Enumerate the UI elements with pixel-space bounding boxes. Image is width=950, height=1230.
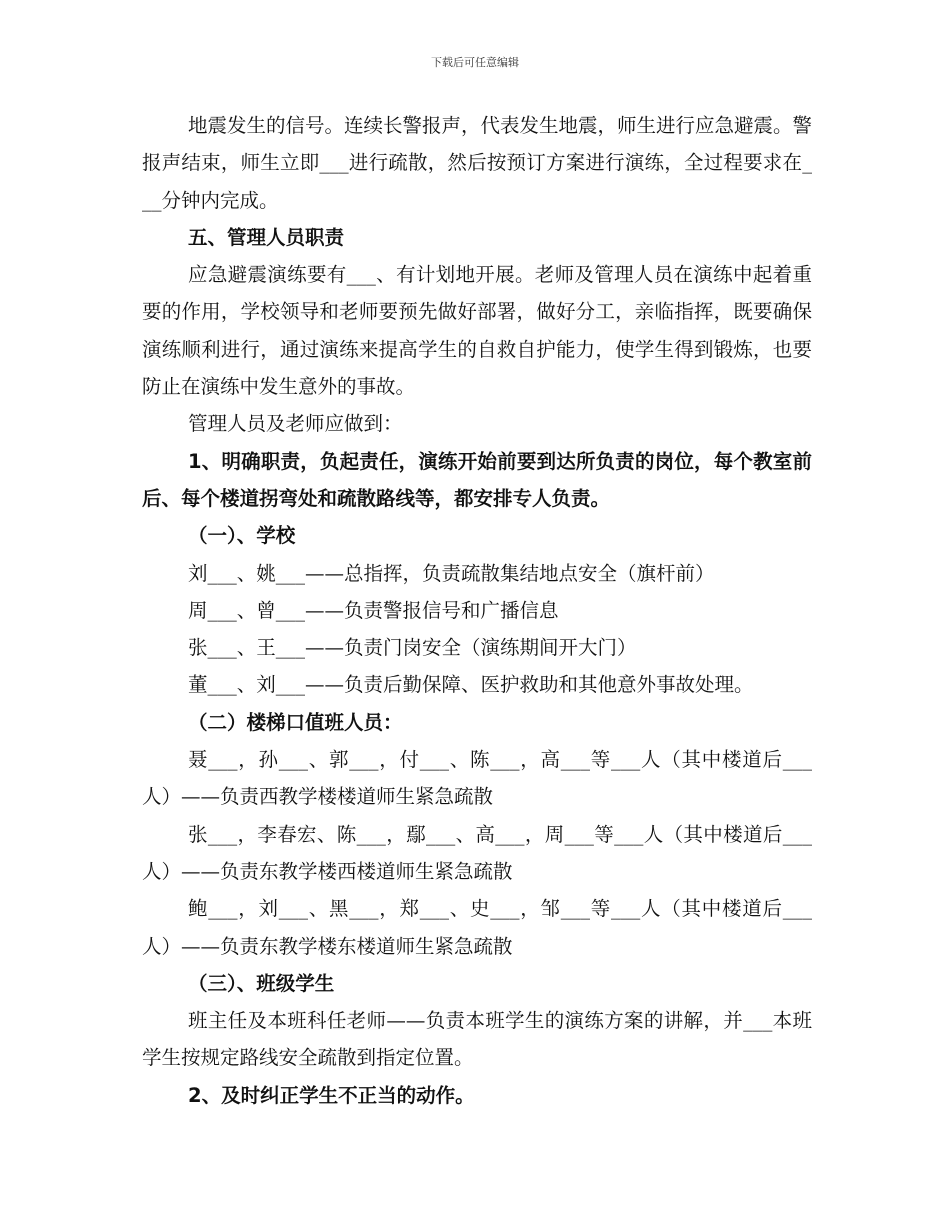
document-body xyxy=(142,107,812,1114)
duty-line-alarm: 周___、曾___——负责警报信号和广播信息 xyxy=(188,598,559,622)
subheading-class-students: （三）、班级学生 xyxy=(188,971,335,995)
duty-line-logistics: 董___、刘___——负责后勤保障、医护救助和其他意外事故处理。 xyxy=(188,673,754,697)
subheading-school: （一）、学校 xyxy=(188,524,296,548)
stairwell-west-building: 聂___，孙___、郭___，付___、陈___，高___等___人（其中楼道后___人）——负责西教学楼楼道师生紧急疏散 xyxy=(142,748,812,809)
paragraph-staff-should: 管理人员及老师应做到： xyxy=(188,412,403,436)
duty-line-gate: 张___、王___——负责门岗安全（演练期间开大门） xyxy=(188,636,637,660)
stairwell-east-building-west: 张___，李春宏、陈___，鄢___、高___，周___等___人（其中楼道后___人）——负责东教学楼西楼道师生紧急疏散 xyxy=(142,822,812,883)
section-heading-management-duties: 五、管理人员职责 xyxy=(188,225,345,249)
paragraph-earthquake-signal: 地震发生的信号。连续长警报声，代表发生地震，师生进行应急避震。警报声结束，师生立即___进行疏散，然后按预订方案进行演练，全过程要求在___分钟内完成。 xyxy=(142,114,813,212)
item-2-correct-actions: 2、及时纠正学生不正当的动作。 xyxy=(188,1083,475,1107)
item-1-clear-duties: 1、明确职责，负起责任，演练开始前要到达所负责的岗位，每个教室前后、每个楼道拐弯处和疏散路线等，都安排专人负责。 xyxy=(142,449,812,510)
duty-line-commander: 刘___、姚___——总指挥，负责疏散集结地点安全（旗杆前） xyxy=(188,561,715,585)
paragraph-class-teachers: 班主任及本班科任老师——负责本班学生的演练方案的讲解，并___本班学生按规定路线安全疏散到指定位置。 xyxy=(142,1009,812,1070)
page-header: 下载后可任意编辑 xyxy=(431,56,519,69)
subheading-stairwell-staff: （二）楼梯口值班人员： xyxy=(188,710,403,734)
paragraph-drill-requirements: 应急避震演练要有___、有计划地开展。老师及管理人员在演练中起着重要的作用，学校领导和老师要预先做好部署，做好分工，亲临指挥，既要确保演练顺利进行，通过演练来提高学生的自救自护能力，使学生得到锻炼，也要防止在演练中发生意外的事故。 xyxy=(142,263,812,399)
stairwell-east-building-east: 鲍___，刘___、黑___，郑___、史___，邹___等___人（其中楼道后___人）——负责东教学楼东楼道师生紧急疏散 xyxy=(142,897,812,958)
